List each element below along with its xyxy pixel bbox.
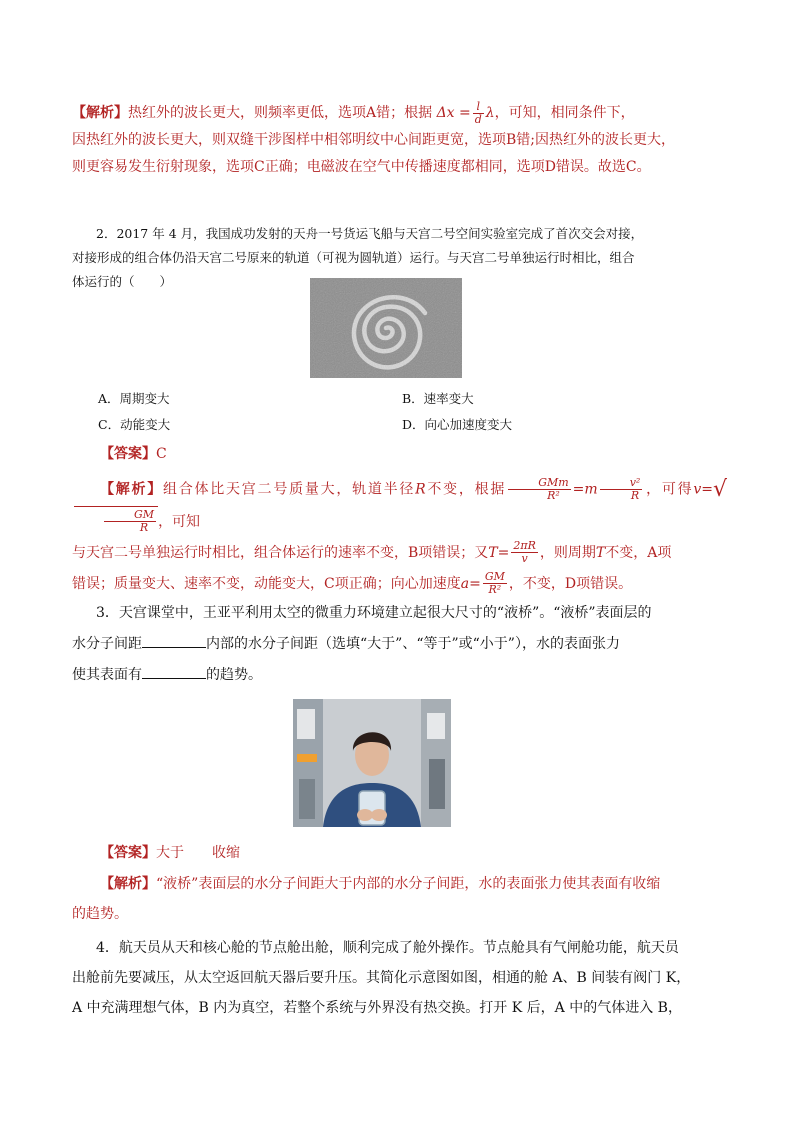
explanation-1: 【解析】热红外的波长更大，则频率更低，选项A错；根据 Δx = $\frac{l}{d}$ λ，可知，相同条件下， 因热红外的波长更大，则双缝干涉图样中相邻明纹中心间距更宽，选项B错;因热红外的波长更大， 则更容易发生衍射现象，选项C正确；电磁波在空气中传播速度都相同，选项D错误。故选C。 (72, 100, 727, 181)
option-c: C．动能变大 (98, 417, 171, 432)
explanation-tag: 【解析】 (72, 105, 128, 121)
question-4: 4．航天员从天和核心舱的节点舱出舱，顺利完成了舱外操作。节点舱具有气闸舱功能，航天员 出舱前先要减压，从太空返回航天器后要升压。其简化示意图如图，相通的舱 A、B 间装有阀门 K， A 中充满理想气体，B 内为真空，若整个系统与外界没有热交换。打开 K 后，A 中的气体进入 B， (72, 940, 691, 1016)
option-b: B．速率变大 (402, 391, 474, 406)
answer-value: C (156, 446, 167, 462)
answer-2 (100, 441, 755, 468)
fill-blank-1[interactable] (142, 633, 206, 648)
formula-delta-x: Δx = $\frac{l}{d}$ λ (436, 99, 495, 126)
explanation-text: 热红外的波长更大，则频率更低，选项A错；根据 (128, 105, 433, 121)
explanation-line: 则更容易发生衍射现象，选项C正确；电磁波在空气中传播速度都相同，选项D错误。故选C。 (72, 159, 651, 175)
option-a: A．周期变大 (98, 391, 170, 406)
fill-blank-2[interactable] (142, 664, 206, 679)
question-line: 体运行的（ ） (72, 274, 173, 289)
astronaut-photo (293, 699, 451, 827)
explanation-line: 因热红外的波长更大，则双缝干涉图样中相邻明纹中心间距更宽，选项B错;因热红外的波长更大， (72, 132, 676, 148)
answer-tag: 【答案】 (100, 446, 156, 462)
option-d: D．向心加速度变大 (402, 417, 513, 432)
question-line: 对接形成的组合体仍沿天宫二号原来的轨道（可视为圆轨道）运行。与天宫二号单独运行时相比，组合 (72, 250, 635, 265)
answer-3: 【答案】大于 收缩 (100, 845, 240, 861)
explanation-2: 【解析】组合体比天宫二号质量大，轨道半径R不变，根据 $\frac{\text{GMm}}{\text{R²}}$ =m $\frac{\text{v²}}{R}$ ，可得v=√ $\frac{GM}{R}$ ，可知 与天宫二号单独运行时相比，组合体运行的速率不变，B项错误；又T= $\frac{2\pi R}{v}$ ，则周期T不变，A项 错误；质量变大、速率不变，动能变大，C项正确；向心加速度a= $\frac{GM}{\text{R²}}$ ，不变，D项错误。 (72, 476, 728, 596)
question-3: 3．天宫课堂中，王亚平利用太空的微重力环境建立起很大尺寸的“液桥”。“液桥”表面层的 水分子间距 内部的水分子间距（选填“大于”、“等于”或“小于”），水的表面张力 使其表面有 的趋势。 (72, 605, 652, 683)
question-line: 2．2017 年 4 月，我国成功发射的天舟一号货运飞船与天宫二号空间实验室完成了首次交会对接， (96, 226, 644, 241)
explanation-3: 【解析】“液桥”表面层的水分子间距大于内部的水分子间距，水的表面张力使其表面有收缩 的趋势。 (72, 876, 661, 922)
spiral-photo (310, 278, 462, 378)
